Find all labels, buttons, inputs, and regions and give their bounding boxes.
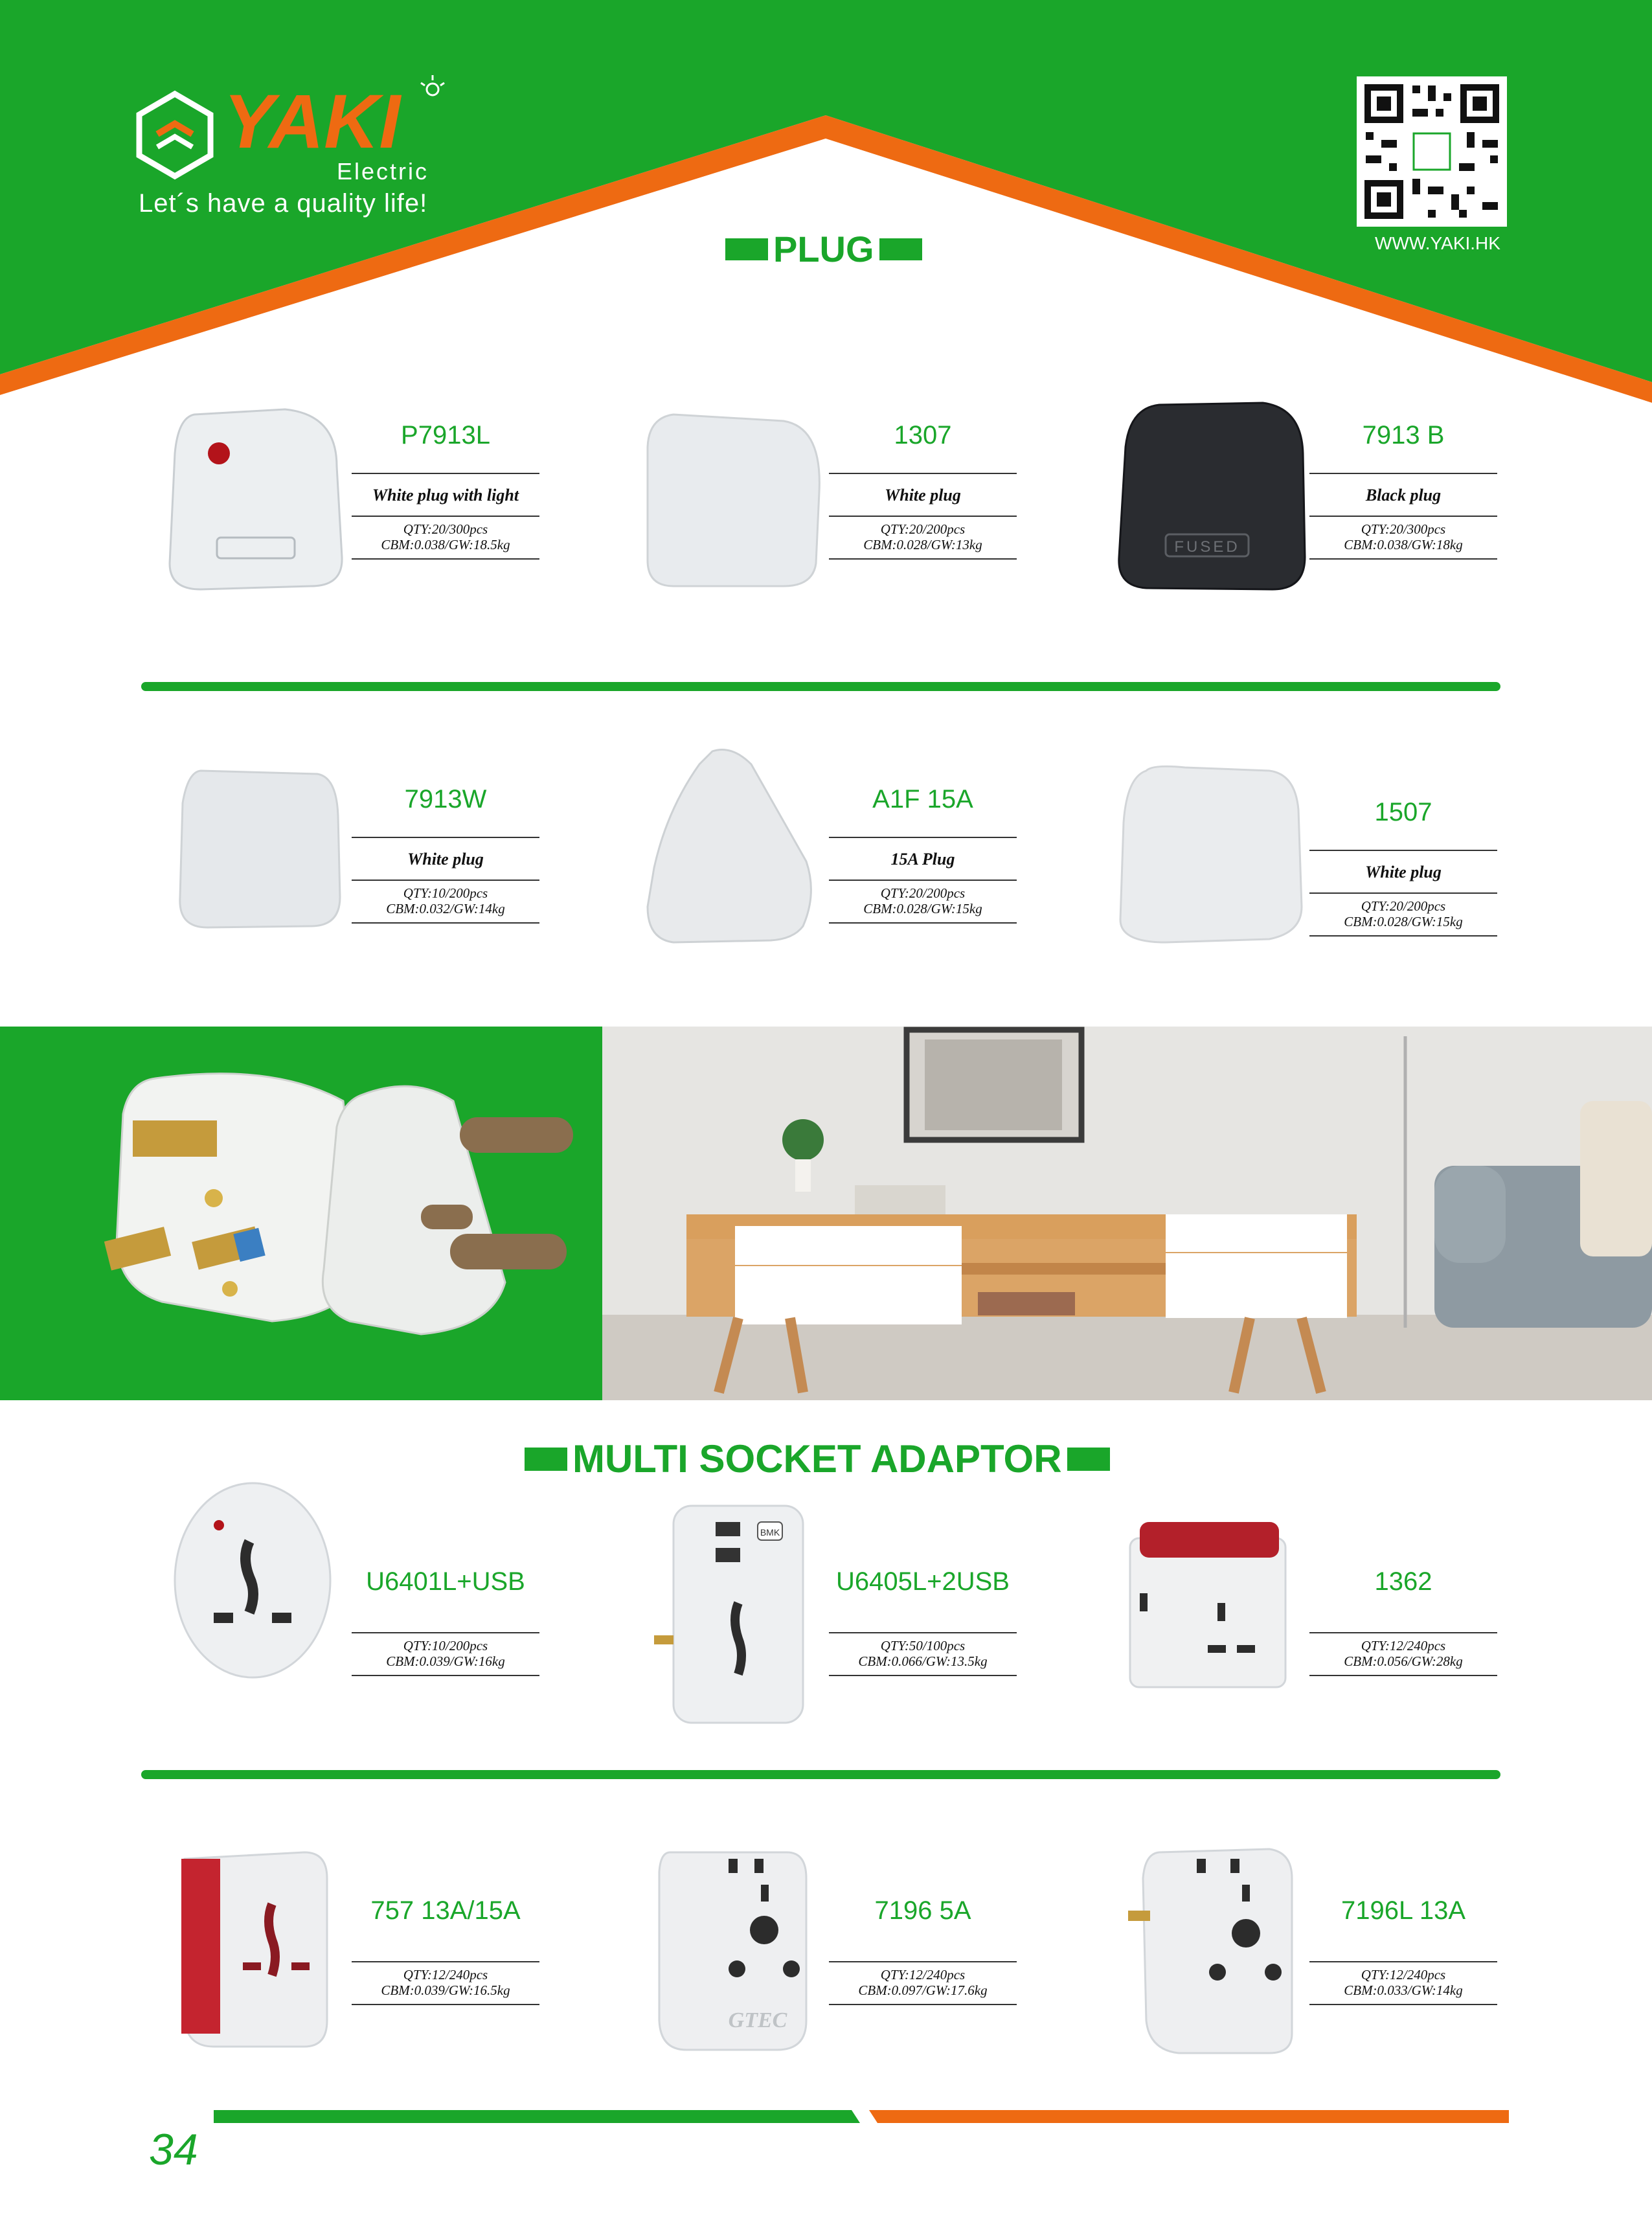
adaptor-cbm: CBM:0.066/GW:13.5kg [858,1653,988,1669]
rule-mid [829,1961,1017,1962]
adaptor-qty: QTY:10/200pcs [403,1638,488,1653]
footer-green-bar [214,2110,860,2123]
product-desc: Black plug [1365,486,1442,505]
rule-bottom [829,558,1017,560]
adaptor-image-7196l-13a [1128,1849,1292,2053]
adaptor-cbm: CBM:0.039/GW:16kg [386,1653,505,1669]
rule-mid [829,880,1017,881]
product-cbm: CBM:0.032/GW:14kg [386,901,505,916]
title-square-left [725,238,768,260]
adaptor-model: 757 13A/15A [370,1896,521,1925]
adaptor-model: 7196 5A [874,1896,971,1925]
website-url: WWW.YAKI.HK [1375,233,1500,253]
product-desc: White plug with light [372,486,519,505]
adaptor-cbm: CBM:0.056/GW:28kg [1344,1653,1463,1669]
rule-bottom [352,558,539,560]
adaptor-model: 1362 [1374,1567,1432,1596]
product-cbm: CBM:0.038/GW:18.5kg [381,537,510,552]
rule-bottom [352,922,539,924]
product-model: 1307 [894,421,952,449]
adaptor-image-u6405l [654,1506,803,1723]
rule-bottom [829,922,1017,924]
plug-image-7913b [1119,403,1305,589]
title-square-right [1067,1448,1110,1471]
section-title-adaptor [525,1437,1110,1481]
gtec-brand-stamp: GTEC [728,2008,787,2032]
adaptor-title-text: MULTI SOCKET ADAPTOR [572,1437,1062,1481]
rule-mid [829,1632,1017,1633]
rule-mid [352,516,539,517]
plug-image-a1f-15a [648,750,811,943]
product-qty: QTY:20/300pcs [1361,521,1446,537]
rule-top [1309,473,1497,474]
product-qty: QTY:10/200pcs [403,885,488,901]
rule-bottom [1309,1675,1497,1676]
product-qty: QTY:20/200pcs [880,885,966,901]
adaptor-cbm: CBM:0.097/GW:17.6kg [858,1982,988,1998]
footer-orange-bar [869,2110,1509,2123]
product-qty: QTY:20/200pcs [1361,898,1446,914]
adaptor-image-u6401l [175,1483,330,1677]
rule-mid [1309,892,1497,894]
plug-image-p7913l [170,409,342,589]
usb-badge-label: BMK [760,1527,780,1538]
adaptor-model: U6405L+2USB [836,1567,1010,1596]
brand-tagline: Let´s have a quality life! [139,189,428,218]
title-square-right [879,238,922,260]
product-cbm: CBM:0.028/GW:15kg [863,901,982,916]
fused-label: FUSED [1174,538,1240,556]
rule-mid [352,1961,539,1962]
rule-mid [352,1632,539,1633]
adaptor-cbm: CBM:0.033/GW:14kg [1344,1982,1463,1998]
yaki-wordmark: YAKI [223,79,401,165]
rule-top [1309,850,1497,851]
rule-bottom [1309,2004,1497,2005]
adaptor-qty: QTY:12/240pcs [880,1967,966,1982]
rule-bottom [829,2004,1017,2005]
rule-top [352,473,539,474]
plug-image-1507 [1120,766,1302,942]
product-qty: QTY:20/200pcs [880,521,966,537]
product-model: 7913 B [1362,421,1445,449]
rule-bottom [1309,935,1497,937]
plug-title-text: PLUG [773,229,874,269]
product-model: 7913W [404,785,487,813]
rule-top [352,837,539,838]
adaptor-image-7196-5a [659,1852,806,2050]
rule-mid [1309,1632,1497,1633]
product-qty: QTY:20/300pcs [403,521,488,537]
product-desc: White plug [1365,863,1442,881]
rule-bottom [352,1675,539,1676]
brand-sub: Electric [337,158,429,185]
title-square-left [525,1448,567,1471]
qr-code [1357,76,1507,227]
product-cbm: CBM:0.028/GW:15kg [1344,914,1463,929]
rule-bottom [829,1675,1017,1676]
rule-top [829,837,1017,838]
product-cbm: CBM:0.028/GW:13kg [863,537,982,552]
plug-image-1307 [648,415,819,586]
adaptor-qty: QTY:12/240pcs [1361,1638,1446,1653]
section-title-plug [725,228,922,270]
rule-bottom [352,2004,539,2005]
product-model: 1507 [1374,798,1432,826]
plug-image-7913w [180,771,340,927]
adaptor-qty: QTY:12/240pcs [403,1967,488,1982]
adaptor-image-1362 [1130,1522,1285,1687]
page-number: 34 [149,2125,198,2174]
living-room-photo [602,1027,1652,1400]
product-model: P7913L [401,421,490,449]
product-desc: 15A Plug [890,850,955,869]
adaptor-image-757 [181,1852,327,2047]
rule-mid [352,880,539,881]
rule-mid [829,516,1017,517]
adaptor-model: 7196L 13A [1341,1896,1466,1925]
adaptor-qty: QTY:12/240pcs [1361,1967,1446,1982]
rule-bottom [1309,558,1497,560]
rule-top [829,473,1017,474]
adaptor-model: U6401L+USB [366,1567,525,1596]
rule-mid [1309,516,1497,517]
product-desc: White plug [885,486,961,505]
product-cbm: CBM:0.038/GW:18kg [1344,537,1463,552]
product-model: A1F 15A [872,785,973,813]
adaptor-cbm: CBM:0.039/GW:16.5kg [381,1982,510,1998]
adaptor-qty: QTY:50/100pcs [880,1638,966,1653]
product-desc: White plug [407,850,484,869]
rule-mid [1309,1961,1497,1962]
